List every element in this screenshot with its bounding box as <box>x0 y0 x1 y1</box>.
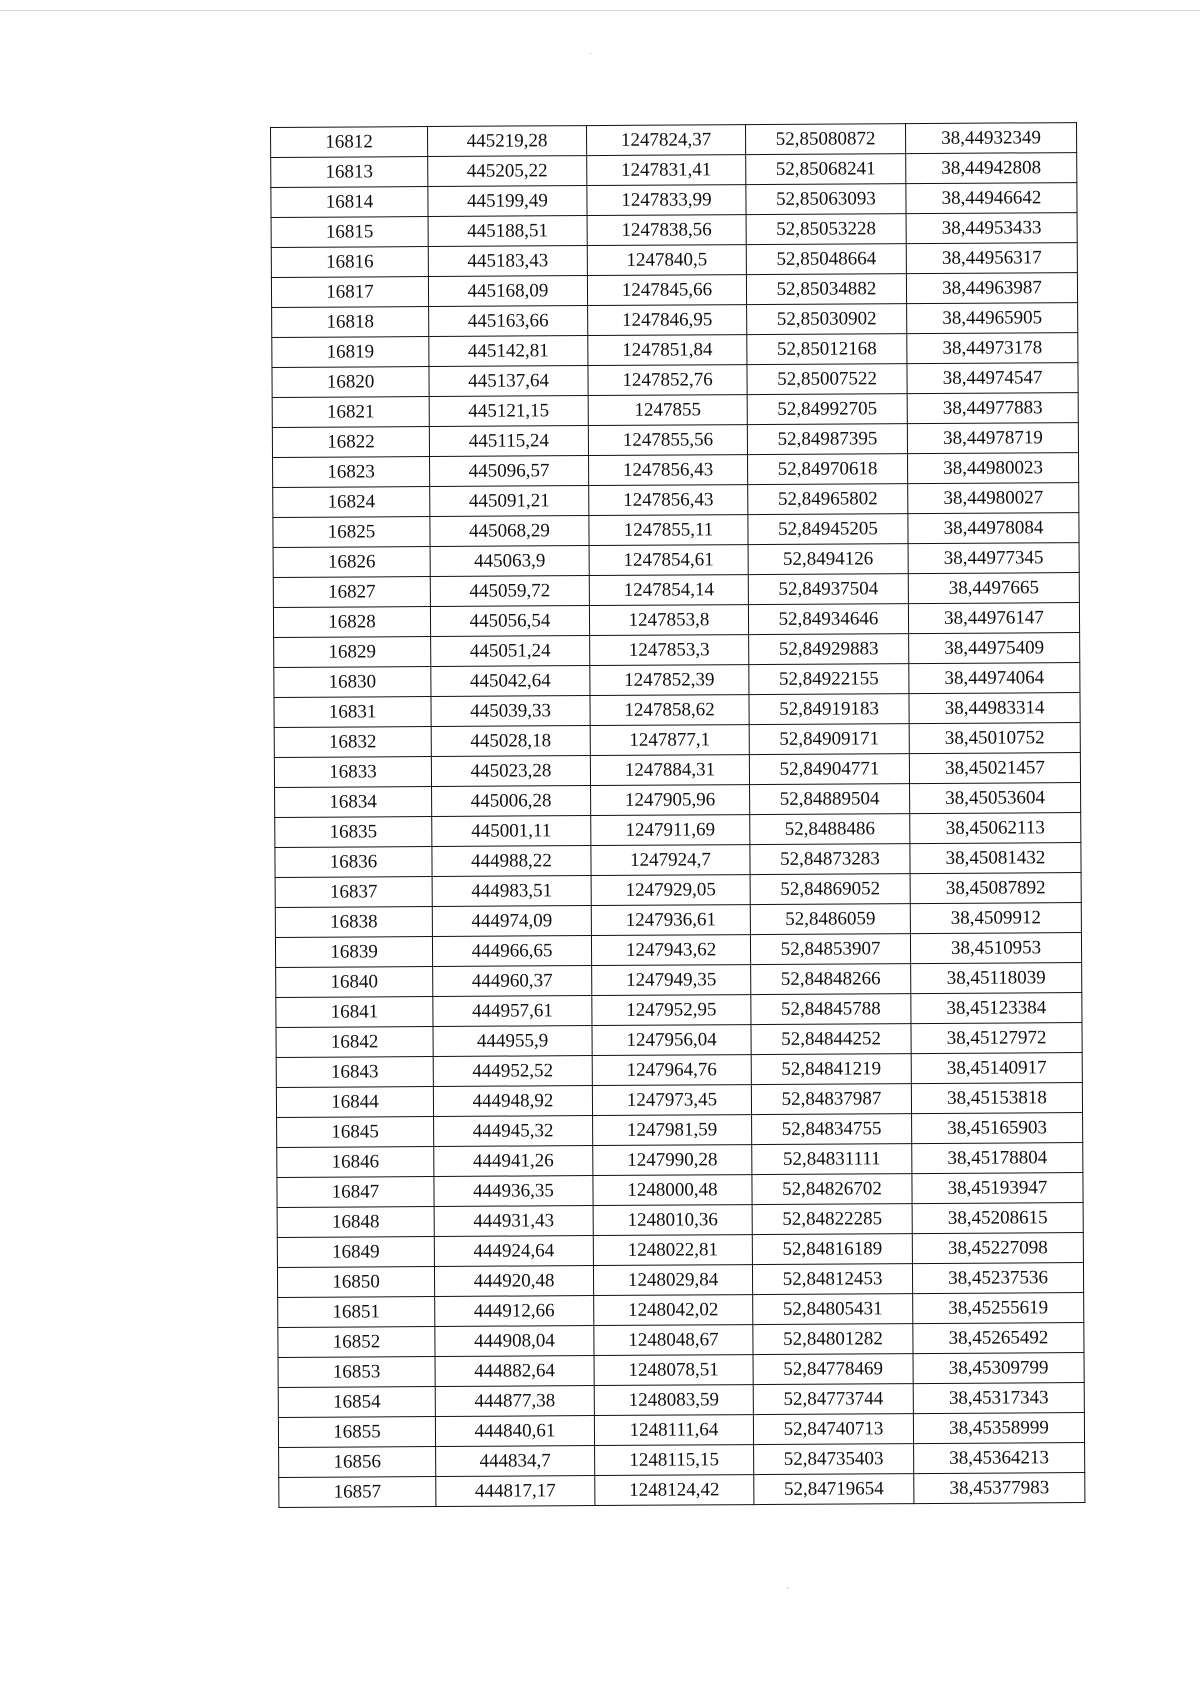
point-number-cell: 16830 <box>274 667 431 698</box>
y-coordinate-cell: 1247853,8 <box>589 605 748 636</box>
latitude-cell: 52,84740713 <box>753 1414 913 1445</box>
x-coordinate-cell: 444920,48 <box>434 1266 593 1297</box>
table-row <box>273 453 1079 488</box>
y-coordinate-cell: 1247854,14 <box>589 575 748 606</box>
table-row <box>279 1443 1085 1478</box>
y-coordinate-cell: 1247943,62 <box>591 935 750 966</box>
point-number-cell: 16818 <box>272 307 429 338</box>
x-coordinate-cell: 445096,57 <box>430 456 589 487</box>
table-row <box>275 843 1081 878</box>
latitude-cell: 52,84801282 <box>753 1324 913 1355</box>
table-row <box>278 1383 1084 1418</box>
table-row <box>272 363 1078 398</box>
x-coordinate-cell: 444941,26 <box>434 1146 593 1177</box>
table-row <box>271 183 1077 218</box>
latitude-cell: 52,85063093 <box>746 184 906 215</box>
table-row <box>276 1053 1082 1088</box>
x-coordinate-cell: 444908,04 <box>435 1326 594 1357</box>
latitude-cell: 52,84945205 <box>748 514 908 545</box>
point-number-cell: 16835 <box>275 817 432 848</box>
y-coordinate-cell: 1247852,76 <box>588 365 747 396</box>
table-row <box>273 513 1079 548</box>
latitude-cell: 52,84719654 <box>754 1474 914 1505</box>
point-number-cell: 16834 <box>275 787 432 818</box>
y-coordinate-cell: 1247956,04 <box>592 1025 751 1056</box>
x-coordinate-cell: 445121,15 <box>429 396 588 427</box>
y-coordinate-cell: 1248048,67 <box>594 1325 753 1356</box>
table-row <box>272 423 1078 458</box>
longitude-cell: 38,45010752 <box>909 723 1080 754</box>
y-coordinate-cell: 1248078,51 <box>594 1355 753 1386</box>
point-number-cell: 16843 <box>276 1057 433 1088</box>
y-coordinate-cell: 1247845,66 <box>587 275 746 306</box>
y-coordinate-cell: 1247911,69 <box>591 815 750 846</box>
point-number-cell: 16821 <box>272 397 429 428</box>
point-number-cell: 16847 <box>277 1177 434 1208</box>
point-number-cell: 16832 <box>274 727 431 758</box>
x-coordinate-cell: 444960,37 <box>433 966 592 997</box>
point-number-cell: 16857 <box>279 1477 436 1508</box>
longitude-cell: 38,44942808 <box>906 153 1077 184</box>
latitude-cell: 52,84844252 <box>751 1024 911 1055</box>
longitude-cell: 38,4497665 <box>908 573 1079 604</box>
table-row <box>276 963 1082 998</box>
table-row <box>271 213 1077 248</box>
point-number-cell: 16849 <box>277 1237 434 1268</box>
table-row <box>272 393 1078 428</box>
x-coordinate-cell: 445205,22 <box>428 156 587 187</box>
table-row <box>273 543 1079 578</box>
y-coordinate-cell: 1248115,15 <box>595 1445 754 1476</box>
y-coordinate-cell: 1247905,96 <box>591 785 750 816</box>
point-number-cell: 16820 <box>272 367 429 398</box>
table-row <box>274 633 1080 668</box>
x-coordinate-cell: 444834,7 <box>436 1446 595 1477</box>
table-row <box>275 783 1081 818</box>
x-coordinate-cell: 445042,64 <box>431 666 590 697</box>
point-number-cell: 16841 <box>276 997 433 1028</box>
latitude-cell: 52,84929883 <box>749 634 909 665</box>
longitude-cell: 38,45364213 <box>914 1443 1085 1474</box>
y-coordinate-cell: 1247924,7 <box>591 845 750 876</box>
y-coordinate-cell: 1247838,56 <box>587 215 746 246</box>
table-row <box>275 933 1081 968</box>
table-row <box>271 123 1077 158</box>
longitude-cell: 38,45153818 <box>911 1083 1082 1114</box>
latitude-cell: 52,84831111 <box>752 1144 912 1175</box>
longitude-cell: 38,45377983 <box>914 1473 1085 1504</box>
scan-speck: - <box>786 1583 790 1594</box>
table-row <box>272 333 1078 368</box>
x-coordinate-cell: 444948,92 <box>433 1086 592 1117</box>
x-coordinate-cell: 445063,9 <box>430 546 589 577</box>
latitude-cell: 52,85007522 <box>747 364 907 395</box>
latitude-cell: 52,84816189 <box>752 1234 912 1265</box>
latitude-cell: 52,84909171 <box>749 724 909 755</box>
latitude-cell: 52,84778469 <box>753 1354 913 1385</box>
x-coordinate-cell: 444877,38 <box>435 1386 594 1417</box>
x-coordinate-cell: 444817,17 <box>436 1476 595 1507</box>
y-coordinate-cell: 1247833,99 <box>587 185 746 216</box>
y-coordinate-cell: 1247855,11 <box>589 515 748 546</box>
longitude-cell: 38,44953433 <box>906 213 1077 244</box>
latitude-cell: 52,84889504 <box>750 784 910 815</box>
y-coordinate-cell: 1247949,35 <box>592 965 751 996</box>
x-coordinate-cell: 445023,28 <box>431 756 590 787</box>
point-number-cell: 16842 <box>276 1027 433 1058</box>
y-coordinate-cell: 1247853,3 <box>590 635 749 666</box>
point-number-cell: 16848 <box>277 1207 434 1238</box>
point-number-cell: 16845 <box>277 1117 434 1148</box>
latitude-cell: 52,84773744 <box>753 1384 913 1415</box>
y-coordinate-cell: 1248111,64 <box>594 1415 753 1446</box>
table-row <box>276 1083 1082 1118</box>
point-number-cell: 16854 <box>278 1387 435 1418</box>
table-row <box>276 993 1082 1028</box>
longitude-cell: 38,45227098 <box>912 1233 1083 1264</box>
longitude-cell: 38,44932349 <box>905 123 1076 154</box>
longitude-cell: 38,44980023 <box>908 453 1079 484</box>
table-row <box>278 1293 1084 1328</box>
table-row <box>272 303 1078 338</box>
latitude-cell: 52,84992705 <box>747 394 907 425</box>
x-coordinate-cell: 445039,33 <box>431 696 590 727</box>
x-coordinate-cell: 444912,66 <box>435 1296 594 1327</box>
latitude-cell: 52,85030902 <box>747 304 907 335</box>
x-coordinate-cell: 445183,43 <box>428 246 587 277</box>
x-coordinate-cell: 444955,9 <box>433 1026 592 1057</box>
latitude-cell: 52,84805431 <box>753 1294 913 1325</box>
point-number-cell: 16852 <box>278 1327 435 1358</box>
y-coordinate-cell: 1247929,05 <box>591 875 750 906</box>
point-number-cell: 16846 <box>277 1147 434 1178</box>
y-coordinate-cell: 1247990,28 <box>593 1145 752 1176</box>
latitude-cell: 52,85012168 <box>747 334 907 365</box>
latitude-cell: 52,84987395 <box>747 424 907 455</box>
longitude-cell: 38,44956317 <box>906 243 1077 274</box>
x-coordinate-cell: 445142,81 <box>429 336 588 367</box>
longitude-cell: 38,4510953 <box>910 933 1081 964</box>
point-number-cell: 16851 <box>278 1297 435 1328</box>
table-row <box>274 663 1080 698</box>
latitude-cell: 52,84965802 <box>748 484 908 515</box>
latitude-cell: 52,84735403 <box>754 1444 914 1475</box>
latitude-cell: 52,85034882 <box>746 274 906 305</box>
x-coordinate-cell: 445163,66 <box>429 306 588 337</box>
latitude-cell: 52,84919183 <box>749 694 909 725</box>
table-row <box>275 813 1081 848</box>
longitude-cell: 38,44977345 <box>908 543 1079 574</box>
x-coordinate-cell: 444983,51 <box>432 876 591 907</box>
table-row <box>274 753 1080 788</box>
x-coordinate-cell: 444945,32 <box>434 1116 593 1147</box>
table-row <box>277 1173 1083 1208</box>
y-coordinate-cell: 1247856,43 <box>589 455 748 486</box>
x-coordinate-cell: 445068,29 <box>430 516 589 547</box>
point-number-cell: 16822 <box>272 427 429 458</box>
y-coordinate-cell: 1247824,37 <box>586 125 745 156</box>
coordinates-table-body <box>271 123 1085 1508</box>
x-coordinate-cell: 445199,49 <box>428 186 587 217</box>
y-coordinate-cell: 1248124,42 <box>595 1475 754 1506</box>
latitude-cell: 52,8488486 <box>750 814 910 845</box>
longitude-cell: 38,4509912 <box>910 903 1081 934</box>
latitude-cell: 52,84869052 <box>750 874 910 905</box>
latitude-cell: 52,85080872 <box>745 124 905 155</box>
latitude-cell: 52,84904771 <box>749 754 909 785</box>
x-coordinate-cell: 445115,24 <box>429 426 588 457</box>
point-number-cell: 16816 <box>271 247 428 278</box>
point-number-cell: 16844 <box>276 1087 433 1118</box>
latitude-cell: 52,84834755 <box>752 1114 912 1145</box>
latitude-cell: 52,84937504 <box>748 574 908 605</box>
latitude-cell: 52,84841219 <box>751 1054 911 1085</box>
longitude-cell: 38,44978084 <box>908 513 1079 544</box>
longitude-cell: 38,45178804 <box>912 1143 1083 1174</box>
table-row <box>278 1353 1084 1388</box>
y-coordinate-cell: 1247846,95 <box>588 305 747 336</box>
point-number-cell: 16839 <box>275 937 432 968</box>
longitude-cell: 38,44975409 <box>909 633 1080 664</box>
table-row <box>279 1473 1085 1508</box>
longitude-cell: 38,44980027 <box>908 483 1079 514</box>
latitude-cell: 52,84934646 <box>748 604 908 635</box>
table-row <box>276 1023 1082 1058</box>
point-number-cell: 16850 <box>277 1267 434 1298</box>
y-coordinate-cell: 1247877,1 <box>590 725 749 756</box>
longitude-cell: 38,45087892 <box>910 873 1081 904</box>
longitude-cell: 38,44974064 <box>909 663 1080 694</box>
point-number-cell: 16838 <box>275 907 432 938</box>
latitude-cell: 52,84822285 <box>752 1204 912 1235</box>
longitude-cell: 38,45208615 <box>912 1203 1083 1234</box>
point-number-cell: 16831 <box>274 697 431 728</box>
x-coordinate-cell: 445001,11 <box>432 816 591 847</box>
y-coordinate-cell: 1247855,56 <box>588 425 747 456</box>
longitude-cell: 38,45118039 <box>911 963 1082 994</box>
y-coordinate-cell: 1248083,59 <box>594 1385 753 1416</box>
table-row <box>273 603 1079 638</box>
longitude-cell: 38,45193947 <box>912 1173 1083 1204</box>
x-coordinate-cell: 445056,54 <box>430 606 589 637</box>
table-row <box>278 1323 1084 1358</box>
table-row <box>277 1263 1083 1298</box>
y-coordinate-cell: 1247855 <box>588 395 747 426</box>
longitude-cell: 38,44974547 <box>907 363 1078 394</box>
point-number-cell: 16827 <box>273 577 430 608</box>
y-coordinate-cell: 1248022,81 <box>593 1235 752 1266</box>
table-row <box>277 1113 1083 1148</box>
table-row <box>277 1143 1083 1178</box>
point-number-cell: 16833 <box>274 757 431 788</box>
latitude-cell: 52,84837987 <box>751 1084 911 1115</box>
x-coordinate-cell: 445028,18 <box>431 726 590 757</box>
scan-speck: · <box>589 48 593 59</box>
y-coordinate-cell: 1247854,61 <box>589 545 748 576</box>
latitude-cell: 52,84970618 <box>748 454 908 485</box>
latitude-cell: 52,85053228 <box>746 214 906 245</box>
latitude-cell: 52,8486059 <box>750 904 910 935</box>
y-coordinate-cell: 1247840,5 <box>587 245 746 276</box>
coordinates-table <box>270 122 1085 1508</box>
point-number-cell: 16855 <box>278 1417 435 1448</box>
longitude-cell: 38,44983314 <box>909 693 1080 724</box>
x-coordinate-cell: 444957,61 <box>433 996 592 1027</box>
x-coordinate-cell: 444988,22 <box>432 846 591 877</box>
y-coordinate-cell: 1247952,95 <box>592 995 751 1026</box>
latitude-cell: 52,84873283 <box>750 844 910 875</box>
table-row <box>271 153 1077 188</box>
point-number-cell: 16824 <box>273 487 430 518</box>
longitude-cell: 38,45358999 <box>913 1413 1084 1444</box>
x-coordinate-cell: 444931,43 <box>434 1206 593 1237</box>
x-coordinate-cell: 444952,52 <box>433 1056 592 1087</box>
longitude-cell: 38,44973178 <box>907 333 1078 364</box>
longitude-cell: 38,45165903 <box>912 1113 1083 1144</box>
longitude-cell: 38,45265492 <box>913 1323 1084 1354</box>
table-row <box>271 273 1077 308</box>
point-number-cell: 16828 <box>273 607 430 638</box>
table-row <box>277 1203 1083 1238</box>
y-coordinate-cell: 1247852,39 <box>590 665 749 696</box>
point-number-cell: 16815 <box>271 217 428 248</box>
y-coordinate-cell: 1248010,36 <box>593 1205 752 1236</box>
table-row <box>274 693 1080 728</box>
y-coordinate-cell: 1247831,41 <box>587 155 746 186</box>
point-number-cell: 16814 <box>271 187 428 218</box>
longitude-cell: 38,45081432 <box>910 843 1081 874</box>
y-coordinate-cell: 1248000,48 <box>593 1175 752 1206</box>
x-coordinate-cell: 445059,72 <box>430 576 589 607</box>
table-row <box>275 903 1081 938</box>
longitude-cell: 38,45127972 <box>911 1023 1082 1054</box>
table-row <box>271 243 1077 278</box>
point-number-cell: 16826 <box>273 547 430 578</box>
longitude-cell: 38,45021457 <box>909 753 1080 784</box>
y-coordinate-cell: 1248029,84 <box>593 1265 752 1296</box>
x-coordinate-cell: 445051,24 <box>431 636 590 667</box>
point-number-cell: 16823 <box>273 457 430 488</box>
table-row <box>274 723 1080 758</box>
x-coordinate-cell: 445168,09 <box>428 276 587 307</box>
table-row <box>277 1233 1083 1268</box>
x-coordinate-cell: 445188,51 <box>428 216 587 247</box>
x-coordinate-cell: 444924,64 <box>434 1236 593 1267</box>
x-coordinate-cell: 444966,65 <box>432 936 591 967</box>
y-coordinate-cell: 1248042,02 <box>594 1295 753 1326</box>
table-row <box>273 573 1079 608</box>
scan-edge-line <box>0 10 1200 11</box>
point-number-cell: 16819 <box>272 337 429 368</box>
longitude-cell: 38,45237536 <box>912 1263 1083 1294</box>
x-coordinate-cell: 445137,64 <box>429 366 588 397</box>
longitude-cell: 38,45255619 <box>913 1293 1084 1324</box>
point-number-cell: 16836 <box>275 847 432 878</box>
longitude-cell: 38,45053604 <box>910 783 1081 814</box>
x-coordinate-cell: 444882,64 <box>435 1356 594 1387</box>
latitude-cell: 52,85068241 <box>746 154 906 185</box>
point-number-cell: 16813 <box>271 157 428 188</box>
point-number-cell: 16817 <box>271 277 428 308</box>
x-coordinate-cell: 444974,09 <box>432 906 591 937</box>
x-coordinate-cell: 445006,28 <box>432 786 591 817</box>
point-number-cell: 16825 <box>273 517 430 548</box>
y-coordinate-cell: 1247973,45 <box>592 1085 751 1116</box>
longitude-cell: 38,44976147 <box>908 603 1079 634</box>
point-number-cell: 16829 <box>274 637 431 668</box>
longitude-cell: 38,44965905 <box>907 303 1078 334</box>
table-row <box>278 1413 1084 1448</box>
latitude-cell: 52,84845788 <box>751 994 911 1025</box>
y-coordinate-cell: 1247936,61 <box>591 905 750 936</box>
latitude-cell: 52,84853907 <box>750 934 910 965</box>
latitude-cell: 52,84812453 <box>752 1264 912 1295</box>
table-row <box>273 483 1079 518</box>
longitude-cell: 38,44963987 <box>906 273 1077 304</box>
y-coordinate-cell: 1247981,59 <box>593 1115 752 1146</box>
latitude-cell: 52,84826702 <box>752 1174 912 1205</box>
latitude-cell: 52,84848266 <box>751 964 911 995</box>
y-coordinate-cell: 1247884,31 <box>590 755 749 786</box>
longitude-cell: 38,44977883 <box>907 393 1078 424</box>
point-number-cell: 16812 <box>271 127 428 158</box>
latitude-cell: 52,84922155 <box>749 664 909 695</box>
longitude-cell: 38,45309799 <box>913 1353 1084 1384</box>
y-coordinate-cell: 1247964,76 <box>592 1055 751 1086</box>
latitude-cell: 52,85048664 <box>746 244 906 275</box>
table-row <box>275 873 1081 908</box>
x-coordinate-cell: 445091,21 <box>430 486 589 517</box>
x-coordinate-cell: 445219,28 <box>428 126 587 157</box>
longitude-cell: 38,44978719 <box>907 423 1078 454</box>
longitude-cell: 38,45317343 <box>913 1383 1084 1414</box>
longitude-cell: 38,44946642 <box>906 183 1077 214</box>
y-coordinate-cell: 1247856,43 <box>589 485 748 516</box>
point-number-cell: 16853 <box>278 1357 435 1388</box>
latitude-cell: 52,8494126 <box>748 544 908 575</box>
longitude-cell: 38,45140917 <box>911 1053 1082 1084</box>
point-number-cell: 16837 <box>275 877 432 908</box>
longitude-cell: 38,45062113 <box>910 813 1081 844</box>
y-coordinate-cell: 1247851,84 <box>588 335 747 366</box>
x-coordinate-cell: 444840,61 <box>435 1416 594 1447</box>
point-number-cell: 16856 <box>279 1447 436 1478</box>
point-number-cell: 16840 <box>276 967 433 998</box>
longitude-cell: 38,45123384 <box>911 993 1082 1024</box>
y-coordinate-cell: 1247858,62 <box>590 695 749 726</box>
x-coordinate-cell: 444936,35 <box>434 1176 593 1207</box>
